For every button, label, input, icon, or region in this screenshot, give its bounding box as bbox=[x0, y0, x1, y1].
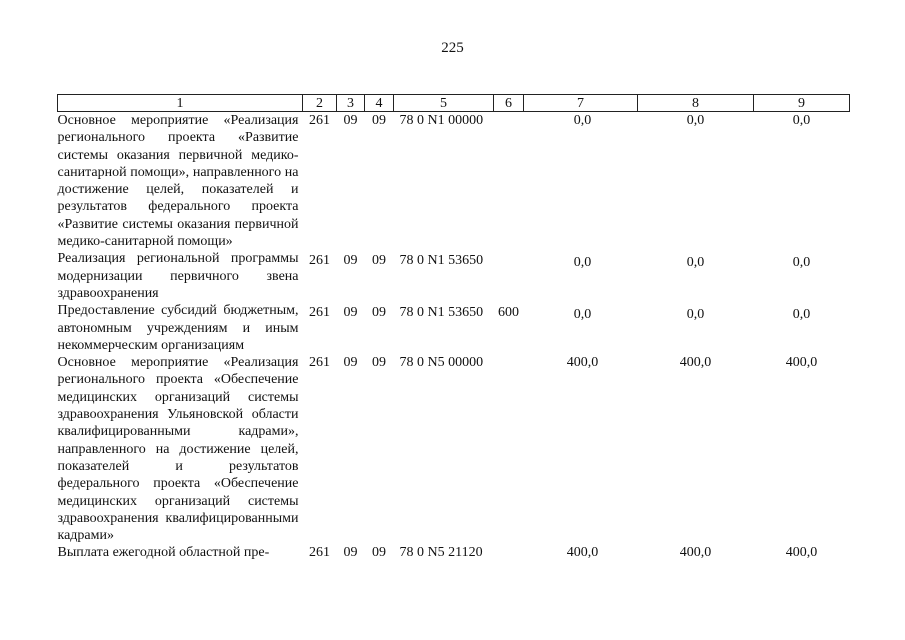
subsection-code: 09 bbox=[372, 113, 386, 128]
col-6-header: 6 bbox=[494, 95, 524, 112]
col-8-header: 8 bbox=[638, 95, 754, 112]
row-name: Реализация региональной программы модернизации первичного звена здравоохранения bbox=[57, 251, 299, 301]
target-article-code: 78 0 N1 00000 bbox=[399, 113, 484, 128]
table-row bbox=[58, 112, 850, 251]
section-code: 09 bbox=[343, 545, 358, 561]
amount-col-8: 400,0 bbox=[679, 355, 712, 371]
amount-col-9: 0,0 bbox=[792, 255, 811, 271]
section-code: 09 bbox=[343, 305, 358, 321]
table-row bbox=[58, 250, 850, 302]
amount-col-7: 0,0 bbox=[573, 307, 592, 323]
row-name: Основное мероприятие «Реализация регионального проекта «Обеспечение медицинских организаций системы здравоохранения Ульяновской области квалифицированными кадрами», направленного на достижение целей, показателей и результатов федерального проекта «Обеспечение медицинских организаций системы здравоохранения квалифицированными кадрами» bbox=[57, 355, 299, 544]
amount-col-8: 0,0 bbox=[686, 307, 705, 323]
table-row bbox=[58, 544, 850, 561]
amount-col-7: 400,0 bbox=[566, 355, 599, 371]
budget-table bbox=[57, 94, 850, 562]
col-4-header: 4 bbox=[365, 95, 394, 112]
subsection-code: 09 bbox=[372, 545, 386, 561]
ministry-code: 261 bbox=[309, 545, 330, 561]
col-3-header: 3 bbox=[337, 95, 365, 112]
table-row bbox=[58, 354, 850, 544]
table-row bbox=[58, 302, 850, 354]
expense-type-code bbox=[494, 354, 524, 544]
col-2-header: 2 bbox=[303, 95, 337, 112]
row-name: Выплата ежегодной областной пре- bbox=[57, 545, 270, 561]
ministry-code: 261 bbox=[309, 305, 330, 321]
section-code: 09 bbox=[343, 253, 358, 269]
col-7-header: 7 bbox=[524, 95, 638, 112]
amount-col-7: 0,0 bbox=[573, 113, 592, 128]
section-code: 09 bbox=[343, 355, 358, 371]
target-article-code: 78 0 N1 53650 bbox=[399, 305, 484, 321]
row-name: Предоставление субсидий бюджетным, автономным учреждениям и иным некоммерческим организациям bbox=[57, 303, 299, 353]
amount-col-8: 0,0 bbox=[686, 255, 705, 271]
page-number: 225 bbox=[441, 40, 464, 56]
col-1-header: 1 bbox=[58, 95, 303, 112]
amount-col-7: 400,0 bbox=[566, 545, 599, 561]
col-5-header: 5 bbox=[394, 95, 494, 112]
amount-col-9: 400,0 bbox=[785, 355, 818, 371]
expense-type-code bbox=[494, 112, 524, 251]
column-number-header bbox=[58, 95, 850, 112]
col-9-header: 9 bbox=[754, 95, 850, 112]
ministry-code: 261 bbox=[309, 355, 330, 371]
expense-type-code: 600 bbox=[498, 305, 519, 321]
subsection-code: 09 bbox=[372, 253, 386, 269]
expense-type-code bbox=[494, 544, 524, 561]
section-code: 09 bbox=[343, 113, 358, 128]
target-article-code: 78 0 N5 21120 bbox=[399, 545, 483, 561]
amount-col-7: 0,0 bbox=[573, 255, 592, 271]
ministry-code: 261 bbox=[309, 113, 330, 128]
subsection-code: 09 bbox=[372, 305, 386, 321]
amount-col-9: 0,0 bbox=[792, 113, 811, 128]
ministry-code: 261 bbox=[309, 253, 330, 269]
target-article-code: 78 0 N1 53650 bbox=[399, 253, 484, 269]
amount-col-9: 400,0 bbox=[785, 545, 818, 561]
amount-col-9: 0,0 bbox=[792, 307, 811, 323]
subsection-code: 09 bbox=[372, 355, 386, 371]
expense-type-code bbox=[494, 250, 524, 302]
target-article-code: 78 0 N5 00000 bbox=[399, 355, 484, 371]
amount-col-8: 0,0 bbox=[686, 113, 705, 128]
row-name: Основное мероприятие «Реализация регионального проекта «Развитие системы оказания первичной медико-санитарной помощи», направленного на достижение целей, показателей и результатов федерального проекта «Развитие системы оказания первичной медико-санитарной помощи» bbox=[57, 113, 299, 250]
amount-col-8: 400,0 bbox=[679, 545, 712, 561]
